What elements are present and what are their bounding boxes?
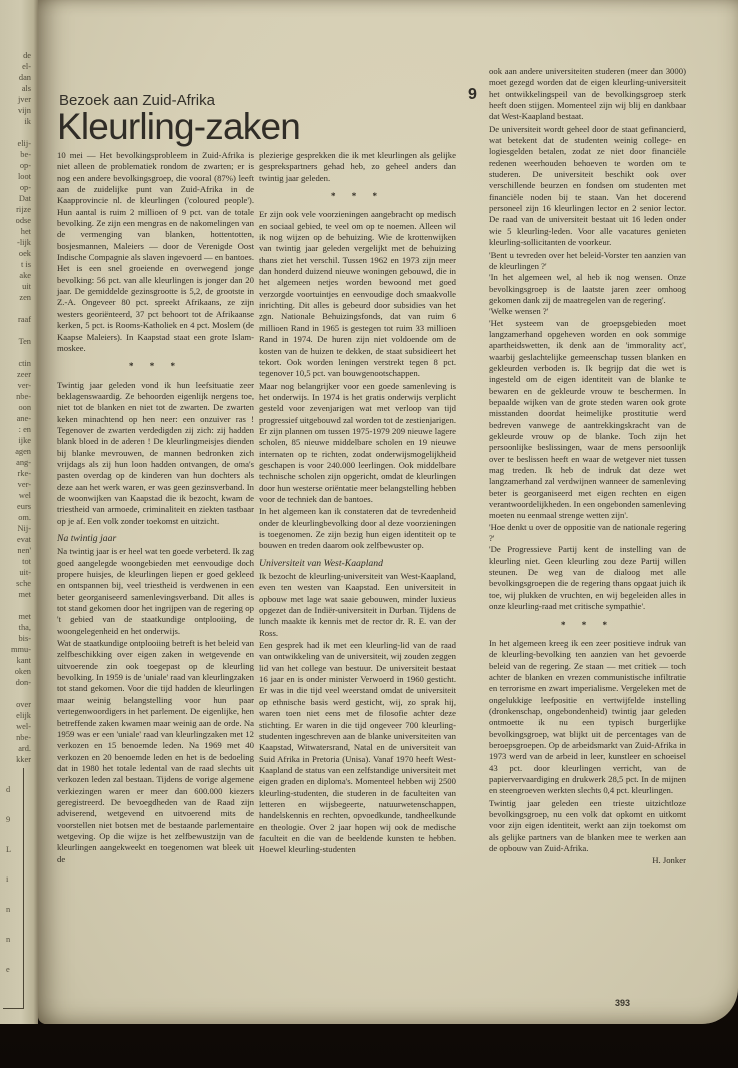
margin-text-fragment: over (16, 700, 31, 709)
interview-question: 'Welke wensen ?' (489, 306, 549, 317)
margin-text-fragment: als (21, 84, 31, 93)
margin-text-fragment: el- (22, 62, 31, 71)
margin-text-fragment: rke- (17, 469, 31, 478)
margin-text-fragment: rijze (16, 205, 31, 214)
margin-text-fragment: elij- (17, 139, 31, 148)
paragraph: Na twintig jaar is er heel wat ten goede verbeterd. Ik zag goed aangelegde woongebieden met eenvoudige doch propere huisjes, de kleurlingen liepen er goed gekleed en ontspannen bij, veel triestheid is verdwenen in een beter georganiseerd samenlevingsverband. Dit alles is tot stand gekomen door het ingrijpen van de regering op 't gebied van de staatkundige ontplooiing, de woongelegenheid en het onderwijs. (57, 546, 254, 636)
margin-text-fragment (11, 347, 31, 358)
margin-text-fragment: ver- (17, 480, 31, 489)
paragraph: Een gesprek had ik met een kleurling-lid van de raad van ontwikkeling van de universiteit, wij zouden zeggen lid van het college van bestuur. De universiteit bestaat 16 jaar en is onder minister Verwoerd in 1960 gesticht. Er was in die tijd veel weerstand omdat de universiteit op ethnische basis werd gesticht, wij, zo sprak hij, waren toen niet eens met de filosofie achter deze stichting. Er waren in die tijd ongeveer 700 kleurling-studenten ingeschreven aan de blanke universiteiten van Kaapstad, Witwatersrand, Natal en de universiteit van Suid Afrika in Pretoria (Unisa). Vanaf 1970 heeft West-Kaapland de status van een zelfstandige universiteit met eigen graden en diploma's. Momenteel hebben wij 2500 kleurling-studenten, die studeren in de faculteiten van letteren en wijsbegeerte, natuurwetenschappen, handelskennis en rechten, opvoedkunde, tandheelkunde en theologie. Over 2 jaar hopen wij ook de medische faculteit en die van de beeldende kunsten te hebben. Hoewel kleurling-studenten (259, 640, 456, 855)
margin-box-char: n (6, 905, 11, 914)
margin-text-fragment: bis- (18, 634, 31, 643)
article-title: Kleurling-zaken (57, 106, 301, 147)
margin-text-fragment: zeer (17, 370, 31, 379)
margin-text-fragment: mmu- (10, 645, 31, 654)
paragraph: Twintig jaar geleden vond ik hun leefsituatie zeer beklagenswaardig. Ze behoorden eigenlijk nergens toe, niet tot de blanken en niet tot de zwarten. De zwarten keken minachtend op hen neer: een onzuiver ras ! Tegenover de zwarten verdedigden zij zich: zij hadden blank bloed in de aderen ! De kleurlingmeisjes dienden bij blanke mevrouwen, de mannen bedronken zich vrijdags als zij hun loon hadden ontvangen, de oma's pasten overdag op de kinderen van hun dochters als deze aan het werk waren, er was geen gezinsverband. In de woonwijken van Kaapstad die ik bezocht, kwam de triestheid van armoede, criminaliteit en ziekten tastbaar op je af. Een volk zonder toekomst en uitzicht. (57, 379, 254, 526)
margin-box-char: i (6, 875, 9, 884)
margin-text-fragment: be- (20, 150, 31, 159)
margin-text-fragment (11, 325, 31, 336)
margin-text-fragment: wel (18, 491, 31, 500)
margin-text-fragment: odse (15, 216, 31, 225)
margin-text-fragment: nbe- (16, 733, 31, 742)
margin-text-fragment: oken (14, 667, 31, 676)
paragraph: De universiteit wordt geheel door de staat gefinancierd, wat betekent dat de studenten weinig college- en logiesgelden betalen, zodat ze niet door financiële redenen weerhouden behoeven te worden om te studeren. De universiteit beschikt ook over verschillende beurzen en fondsen om studenten met financiële noden bij te staan. Van het docerend personeel zijn 16 kleurlingen lector en 2 senior lector. De raad van de universiteit bestaat uit 16 leden onder wie 5 kleurling-leden. Voor alle vacatures genieten kleurling-sollicitanten de voorkeur. (489, 123, 686, 248)
margin-text-fragment: ard. (18, 744, 31, 753)
section-separator: * * * (331, 191, 384, 202)
interview-question: 'Bent u tevreden over het beleid-Vorster ten aanzien van de kleurlingen ?' (489, 249, 686, 271)
paragraph: Wat de staatkundige ontplooiing betreft is het beleid van zelfbeschikking over eigen zaken in wetgevende en uitvoerende zin ook toegepast op de kleurling bevolking. In 1959 is de 'uniale' raad van kleurlingzaken tot stand gekomen. Voor die tijd hadden de kleurlingen maar weinig belangstelling voor hun paar vertegenwoordigers in het parlement. De eigenlijke, hen betreffende zaken kwamen maar weinig aan de orde. Na 1959 was er een 'uniale' raad van kleurlingzaken met 12 verkozen en 15 benoemde leden. Na 1969 met 40 verkozen en 20 benoemde leden en het is de bedoeling dat in 1980 het totale ledental van de raad slechts uit verkozen leden zal bestaan. Tijdens de vorige algemene verkiezingen waren er meer dan 600.000 kiezers geregistreerd. De bevoegdheden van de Raad zijn adviserend, wetgevend en uitvoerend mits de voorstellen niet botsen met de bestaande parlementaire wetgeving. Op die wijze is het zelfbewustzijn van de kleurlingen aangekweekt en toegenomen wat bleek uit de (57, 638, 254, 864)
section-separator: * * * (561, 619, 614, 630)
margin-text-fragment: het (20, 227, 31, 236)
margin-text-fragment: op- (19, 161, 31, 170)
adjacent-page-strip (0, 0, 38, 1024)
margin-text-fragment: t is (20, 260, 31, 269)
page-number: 9 (468, 86, 477, 103)
margin-text-fragment: uit (22, 282, 31, 291)
margin-text-fragment: dan (18, 73, 31, 82)
margin-text-fragment: -lijk (17, 238, 31, 247)
paragraph: ook aan andere universiteiten studeren (meer dan 3000) moet gezegd worden dat de eigen kleurling-universiteit het ontwikkelingspeil van de bevolkingsgroep sterk heeft doen stijgen. Momenteel zijn wij blij en dankbaar dat West-Kaapland bestaat. (489, 66, 686, 122)
byline: H. Jonker (652, 855, 686, 866)
margin-text-fragment: op- (19, 183, 31, 192)
margin-text-fragment: evat (17, 535, 31, 544)
paragraph: In het algemeen kreeg ik een zeer positieve indruk van de kleurling-bevolking ten aanzien van het gevoerde beleid van de regering. Ze staan — met critiek — toch achter de blanken en vrezen communistische infiltratie en terrorisme en zwart imperialisme. Vergeleken met de ongelukkige leefpositie en vertwijfelde instelling (dronkenschap, ongebondenheid) twintig jaar geleden ontmoette ik nu een typisch burgerlijke bevolkingsgroep, wat blijkt uit de percentages van de beroepsgroepen. Op de arbeidsmarkt van Zuid-Afrika in 1973 werd van de arbeid in leer, kunstleer en schoeisel 43 pct. door kleurlingen verricht, van de papiervervaardiging en drukwerk 28,5 pct. In de mijnen en steengroeven werkten slechts 0,4 pct. kleurlingen. (489, 637, 686, 796)
margin-box-char: e (6, 965, 10, 974)
margin-text-fragment (11, 303, 31, 314)
interview-question: 'Hoe denkt u over de oppositie van de nationale regering ?' (489, 521, 686, 544)
margin-text-fragment: sche (16, 579, 31, 588)
margin-text-fragment: vijn (17, 106, 31, 115)
article-column-1 (57, 150, 254, 866)
section-subhead: Na twintig jaar (57, 533, 117, 544)
margin-text-fragment (11, 688, 31, 699)
article-kicker: Bezoek aan Zuid-Afrika (59, 92, 215, 109)
margin-text-fragment: met (18, 612, 31, 621)
margin-box-char: d (6, 785, 11, 794)
paragraph: Er zijn ook vele voorzieningen aangebracht op medisch en sociaal gebied, te veel om op te noemen. Alleen wil ik nog wijzen op de behuizing. Wie de krottenwijken van twintig jaar geleden vergelijkt met de behuizing thans ziet het verschil. Tussen 1962 en 1973 zijn meer dan honderd duizend nieuwe woningen gebouwd, die in het algemeen netjes worden bewoond met goed verzorgde voortuintjes en eenvoudige doch smaakvolle inrichting. Dit alles is gebeurd door subsidies van het zgn. Nationale Behuizingsfonds, dat van ruim 6 millioen Rand in 1965 is gestegen tot ruim 33 millioen Rand in 1974. De huren zijn niet voldoende om de kosten van de huizen te dekken, de staat subsidieert het tekort. Ook worden leningen verstrekt tegen 8 pct. tegenover 10,5 pct. van bouwgenootschappen. (259, 209, 456, 379)
margin-text-fragment: oon (18, 403, 31, 412)
margin-text-fragment: wel- (16, 722, 31, 731)
margin-text-fragment: Nij- (17, 524, 31, 533)
magazine-page (38, 0, 738, 1024)
margin-text-fragment: ctin (18, 359, 31, 368)
margin-text-fragment: nen' (17, 546, 31, 555)
paragraph: Maar nog belangrijker voor een goede samenleving is het onderwijs. In 1974 is het gratis onderwijs verplicht gesteld voor zevenjarigen wat met verloop van tijd progressief uitgebouwd zal worden tot de zestienjarigen. Er zijn plannen om tussen 1975-1979 209 nieuwe lagere scholen, 85 nieuwe middelbare scholen en 19 nieuwe internaten op te richten, zodat onderwijsmogelijkheid geschapen is voor 240.000 leerlingen. Ook middelbare technische scholen zijn opgericht, omdat de kleurlingen door hun westerse oriëntatie meer belangstelling hebben voor de techniek dan de bantoes. (259, 380, 456, 504)
margin-text-fragment: Dat (18, 194, 31, 203)
margin-text-fragment: de (23, 51, 31, 60)
margin-text-fragment: jver (17, 95, 31, 104)
margin-text-fragment: kker (16, 755, 31, 764)
margin-text-fragment: uit- (19, 568, 31, 577)
margin-text-fragment: kant (16, 656, 31, 665)
margin-box-char: 9 (6, 815, 11, 824)
margin-text-fragment: ik (24, 117, 31, 126)
margin-text-fragment: loot (17, 172, 31, 181)
folio-number: 393 (615, 998, 631, 1008)
margin-text-fragment: zen (19, 293, 31, 302)
margin-text-fragment: ake (19, 271, 31, 280)
margin-text-fragment: ver- (17, 381, 31, 390)
margin-text-fragment: : en (18, 425, 31, 434)
interview-answer: 'Het systeem van de groepsgebieden moet langzamerhand opgeheven worden en ook sommige apartheidswetten, ik denk aan de 'immorality act', waarbij geslachtelijke gemeenschap tussen blanken en gekleurden verboden is. Ik begrijp dat die wet is ingesteld om de eigen identiteit van de blanke te bewaren en de gekleurde vrouw te beschermen. In bepaalde wijken van de grote steden waren ook grote misstanden doordat heimelijke prostitutie werd bedreven vanwege de aantrekkingskracht van de gekleurde vrouw op de blanke. Toch zijn het persoonlijke beslissingen, waar de mens persoonlijk over te beslissen heeft en waar de wetgever niet tussen mag treden. Ik heb de indruk dat deze wet langzamerhand zal verdwijnen wanneer de samenleving beter is georganiseerd met eigen rechten en eigen verantwoordelijkheden. In een ongebonden samenleving moeten nu eenmaal strenge wetten zijn'. (489, 317, 686, 521)
margin-text-fragment: ijke (18, 436, 31, 445)
margin-text-fragment: raaf (17, 315, 31, 324)
margin-text-fragment (11, 600, 31, 611)
margin-box-char: n (6, 935, 11, 944)
margin-text-fragment: tot (22, 557, 31, 566)
margin-box-char: L (6, 845, 12, 854)
section-separator: * * * (129, 361, 182, 372)
margin-text-fragment: Ten (18, 337, 31, 346)
margin-text-fragment (11, 127, 31, 138)
paragraph: In het algemeen kan ik constateren dat de tevredenheid onder de kleurlingbevolking door al deze voorzieningen is toegenomen. Ze zijn bezig hun eigen identiteit op te bouwen en treden daarom ook zelfbewuster op. (259, 506, 456, 551)
margin-text-fragment: om. (18, 513, 31, 522)
paragraph: plezierige gesprekken die ik met kleurlingen als gelijke gesprekspartners gehad heb, zo geheel anders dan twintig jaar geleden. (259, 150, 456, 183)
margin-text-fragment: nbe- (16, 392, 31, 401)
margin-text-fragment: elijk (16, 711, 31, 720)
margin-box-chars (6, 775, 11, 985)
margin-text-fragment: eurs (17, 502, 31, 511)
section-subhead: Universiteit van West-Kaapland (259, 557, 383, 569)
paragraph: Twintig jaar geleden een trieste uitzichtloze bevolkingsgroep, nu een volk dat opkomt en uitkomt voor zijn eigen identiteit, werkt aan zijn toekomst om als gelijke partners van de blanken mee te werken aan de opbouw van Zuid-Afrika. (489, 797, 686, 854)
interview-answer: 'De Progressieve Partij kent de instelling van de kleurling niet. Geen kleurling zou deze Partij willen steunen. De weg van de dialoog met alle bevolkingsgroepen die de regering thans opgaat juich ik toe, wij plukken de vruchten, en wij begeleiden alles in onze kleurling-raad met critische sympathie'. (489, 544, 686, 612)
article-column-2 (259, 150, 456, 857)
margin-text-fragment: ang- (16, 458, 31, 467)
margin-text-fragment: tha, (18, 623, 31, 632)
paragraph: Ik bezocht de kleurling-universiteit van West-Kaapland, even ten westen van Kaapstad. Een universiteit in opbouw met lage wat saaie gebouwen, minder luxieus opgezet dan de Indiër-universiteit in Durban. Tijdens de lunch maakte ik kennis met de rector dr. R. E. van der Ross. (259, 571, 456, 638)
article-column-3 (489, 66, 686, 868)
margin-text-fragments (11, 50, 31, 765)
margin-text-fragment: ane- (16, 414, 31, 423)
margin-text-fragment: oek (18, 249, 31, 258)
margin-text-fragment: met (18, 590, 31, 599)
margin-text-fragment: agen (15, 447, 31, 456)
margin-text-fragment: don- (15, 678, 31, 687)
interview-answer: 'In het algemeen wel, al heb ik nog wensen. Onze bevolkingsgroep is de laatste jaren zeer omhoog gekomen dank zij de maatregelen van de regering'. (489, 272, 686, 305)
paragraph: 10 mei — Het bevolkingsprobleem in Zuid-Afrika is niet alleen de problematiek rondom de zwarten; er is nog een andere bevolkingsgroep, die vooral (87%) leeft aan de zuidelijke punt van Zuid-Afrika in de Kaapprovincie nl. de kleurlingen ('coloured people'). Hun aantal is ruim 2 millioen of 9 pct. van de totale bevolking. Ze zijn een mengras en de nakomelingen van de vermenging van blanken, hottentotten, bosjesmannen, Maleiers — door de Verenigde Oost Indische Compagnie als slaven ingevoerd — en bantoes. Het is een snel groeiende en overwegend jonge bevolking: 56 pct. van alle kleurlingen is jonger dan 20 jaar. De gemiddelde gezinsgrootte is 5,2, de grootste in Z.-A. Ongeveer 80 pct. spreekt Afrikaans, ze zijn westers georiënteerd, 37 pct behoort tot de Afrikaanse kerken, 5 pct. is Rooms-Katholiek en 4 pct. Moslem (de Kaapse Maleiers). In Kaapstad staat een grote Islam-moskee. (57, 150, 254, 353)
